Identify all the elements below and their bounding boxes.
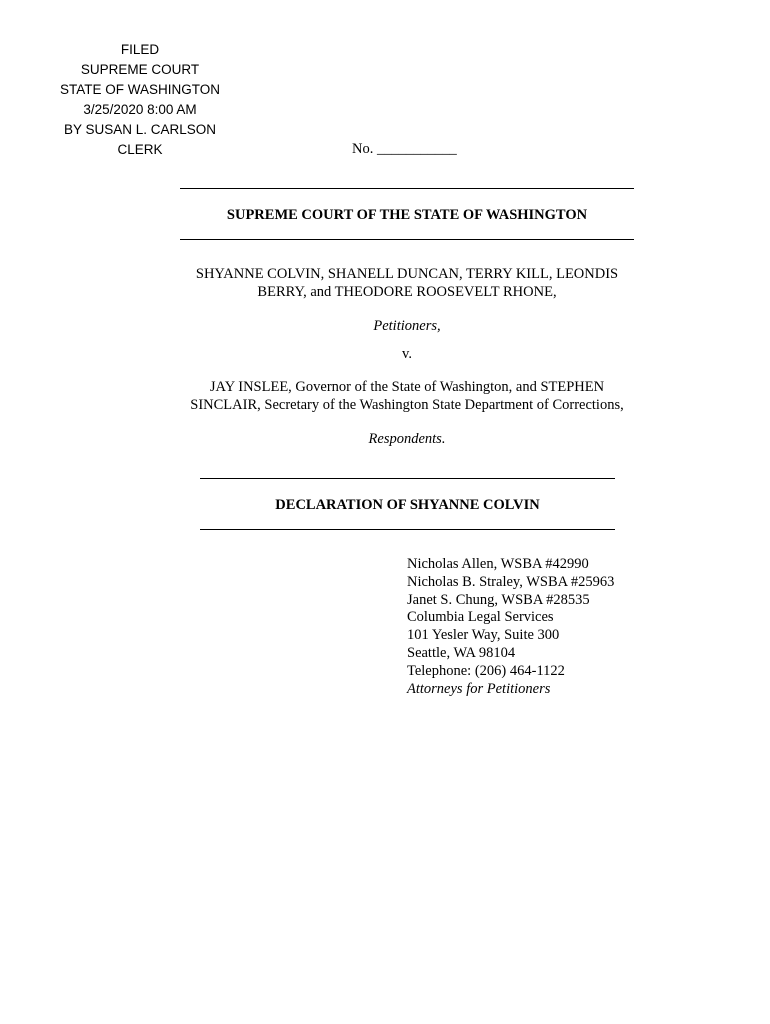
document-title: DECLARATION OF SHYANNE COLVIN [275,497,540,513]
respondent-names-line-1: JAY INSLEE, Governor of the State of Washington, and STEPHEN [209,379,605,395]
attorney-city: Seattle, WA 98104 [407,644,516,661]
respondent-names-line-2: SINCLAIR, Secretary of the Washington State Department of Corrections, [190,397,624,413]
case-number: No. ___________ [352,141,457,157]
stamp-state: STATE OF WASHINGTON [59,82,220,97]
stamp-clerk-name: BY SUSAN L. CARLSON [63,122,217,137]
attorney-org: Columbia Legal Services [407,609,554,626]
attorney-block [407,556,614,698]
stamp-filed: FILED [120,42,160,57]
petitioner-names [176,265,638,301]
respondents-label: Respondents. [368,431,446,447]
stamp-clerk-title: CLERK [117,142,163,157]
petitioners-label: Petitioners, [373,318,441,334]
divider-title-top [200,478,615,479]
divider-title-bottom [200,529,615,530]
attorney-line: Nicholas B. Straley, WSBA #25963 [407,573,615,590]
versus-label: v. [402,346,412,362]
divider-court [180,239,634,240]
petitioner-names-line-1: SHYANNE COLVIN, SHANELL DUNCAN, TERRY KILL, LEONDIS [195,266,619,282]
attorney-line: Nicholas Allen, WSBA #42990 [407,556,589,572]
petitioner-names-line-2: BERRY, and THEODORE ROOSEVELT RHONE, [257,284,557,300]
attorney-address: 101 Yesler Way, Suite 300 [407,627,560,644]
stamp-datetime: 3/25/2020 8:00 AM [83,102,197,117]
attorney-line: Janet S. Chung, WSBA #28535 [407,591,590,608]
respondent-names [170,378,644,414]
filing-stamp [40,40,240,160]
stamp-court: SUPREME COURT [80,62,200,77]
court-title: SUPREME COURT OF THE STATE OF WASHINGTON [226,207,588,223]
attorney-phone: Telephone: (206) 464-1122 [407,662,565,679]
divider-top [180,188,634,189]
attorney-role: Attorneys for Petitioners [407,680,551,697]
